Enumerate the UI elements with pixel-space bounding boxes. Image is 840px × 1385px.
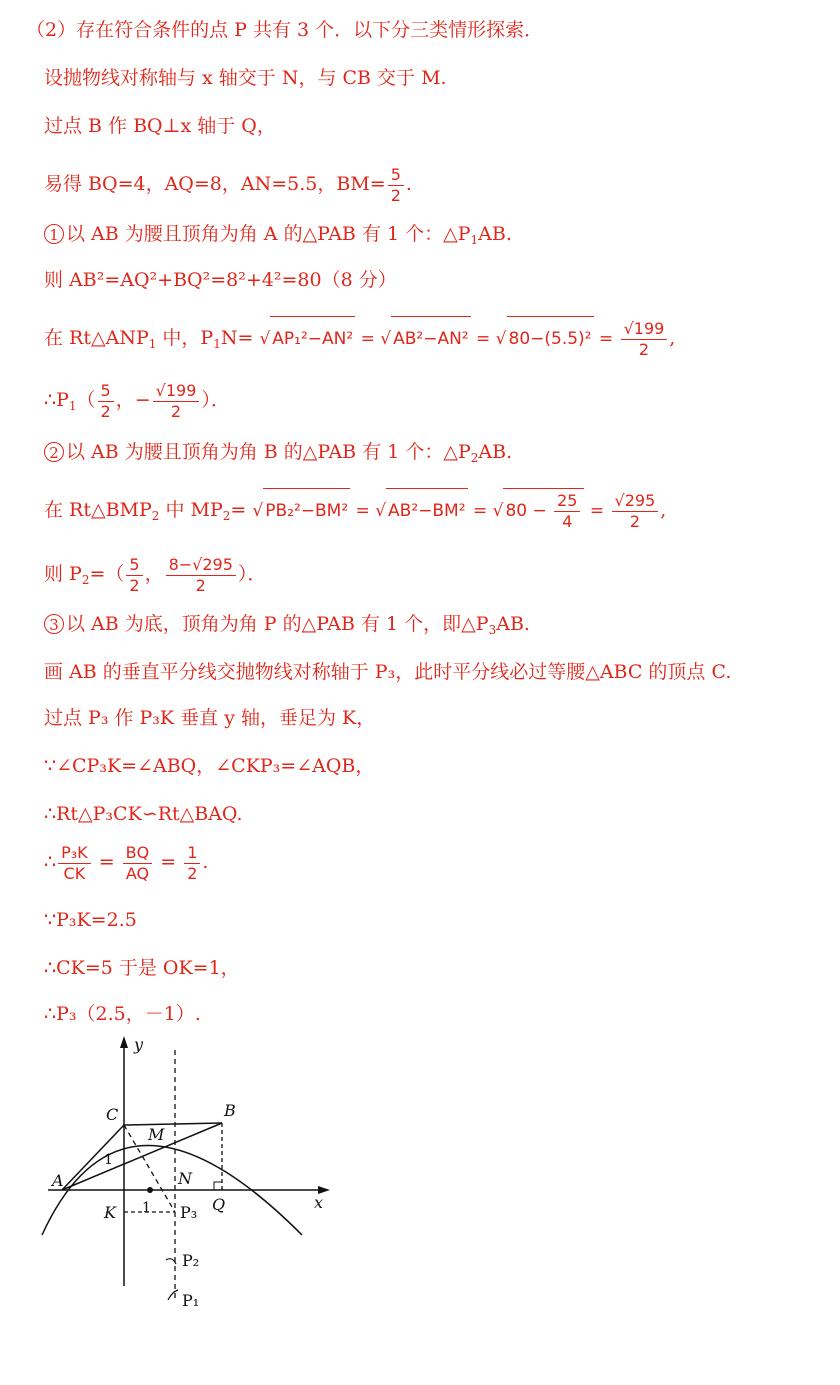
svg-text:P₂: P₂	[182, 1251, 200, 1270]
line-ratio: ∴ $\frac{\text{P₃K}}{CK}$ = $\frac{BQ}{AQ}$ = $\frac{1}{2}$ .	[44, 842, 209, 883]
line-mp2: 在 $Rt\triangle BMP_2$ 中 $MP_2=$ √ PB₂²−BM² = √ AB²−BM² = √ 80 − $\frac{25}{4}$ = $\frac{√295}{2}$ ,	[44, 488, 666, 538]
line-similar: ∴Rt△P₃CK∽Rt△BAQ.	[44, 803, 243, 825]
svg-text:M: M	[148, 1125, 165, 1144]
line-bisector: 画 AB 的垂直平分线交抛物线对称轴于 P₃，此时平分线必过等腰△ABC 的顶点 C.	[44, 661, 732, 683]
line-lengths: 易得 BQ=4，AQ=8，AN=5.5，BM= $\frac{5}{2}$ .	[44, 164, 412, 205]
svg-text:1: 1	[104, 1152, 113, 1168]
svg-text:x: x	[314, 1193, 324, 1212]
line-ck: ∴CK=5 于是 OK=1，	[44, 957, 240, 979]
svg-text:A: A	[52, 1171, 64, 1190]
line-angles: ∵∠CP₃K=∠ABQ，∠CKP₃=∠AQB，	[44, 755, 375, 777]
line-case-1: 1 以 AB 为腰且顶角为角 A 的△PAB 有 1 个：$\triangle P_1AB$.	[44, 222, 512, 252]
line-case-2: 2 以 AB 为腰且顶角为角 B 的△PAB 有 1 个：$\triangle P_2AB$.	[44, 440, 512, 470]
line-p2-coord: 则 $P_2=$（ $\frac{5}{2}$ ， $\frac{8-√295}{2}$ ）．	[44, 554, 267, 595]
line-p3-coord: ∴P₃（2.5，－1）.	[44, 1003, 201, 1025]
segment-cb	[124, 1123, 222, 1125]
line-p3k: 过点 P₃ 作 P₃K 垂直 y 轴，垂足为 K，	[44, 707, 376, 729]
line-ab-squared: 则 AB²=AQ²+BQ²=8²+4²=80（8 分）	[44, 269, 397, 291]
svg-text:Q: Q	[212, 1195, 226, 1214]
line-case-3: 3 以 AB 为底，顶角为角 P 的△PAB 有 1 个，即$\triangle P_3AB$.	[44, 612, 530, 642]
svg-text:y: y	[134, 1035, 144, 1054]
svg-text:P₁: P₁	[182, 1291, 200, 1310]
line-p1n: 在 $Rt\triangle ANP_1$ 中，$P_1N=$ √ AP₁²−AN² = √ AB²−AN² = √ 80−(5.5)² = $\frac{√199}{2}$ ,	[44, 316, 675, 366]
svg-text:K: K	[104, 1203, 116, 1222]
line-p3k-value: ∵P₃K=2.5	[44, 909, 137, 931]
line-bq: 过点 B 作 BQ⊥x 轴于 Q，	[44, 115, 276, 137]
line-axis-def: 设抛物线对称轴与 x 轴交于 N，与 CB 交于 M.	[44, 67, 447, 89]
line-p1-coord: $\therefore P_1$（ $\frac{5}{2}$ ，− $\frac{√199}{2}$ ）．	[44, 380, 230, 421]
svg-text:N: N	[178, 1169, 192, 1188]
line-part-2-intro: （2）存在符合条件的点 P 共有 3 个．以下分三类情形探索．	[26, 19, 544, 41]
svg-text:C: C	[106, 1105, 119, 1124]
parabola-figure	[38, 1030, 338, 1320]
svg-text:P₃: P₃	[180, 1203, 198, 1222]
segment-ac	[62, 1125, 124, 1190]
svg-text:1: 1	[142, 1200, 151, 1216]
frac-5-2: $\frac{5}{2}$	[388, 165, 404, 206]
svg-text:B: B	[224, 1101, 236, 1120]
